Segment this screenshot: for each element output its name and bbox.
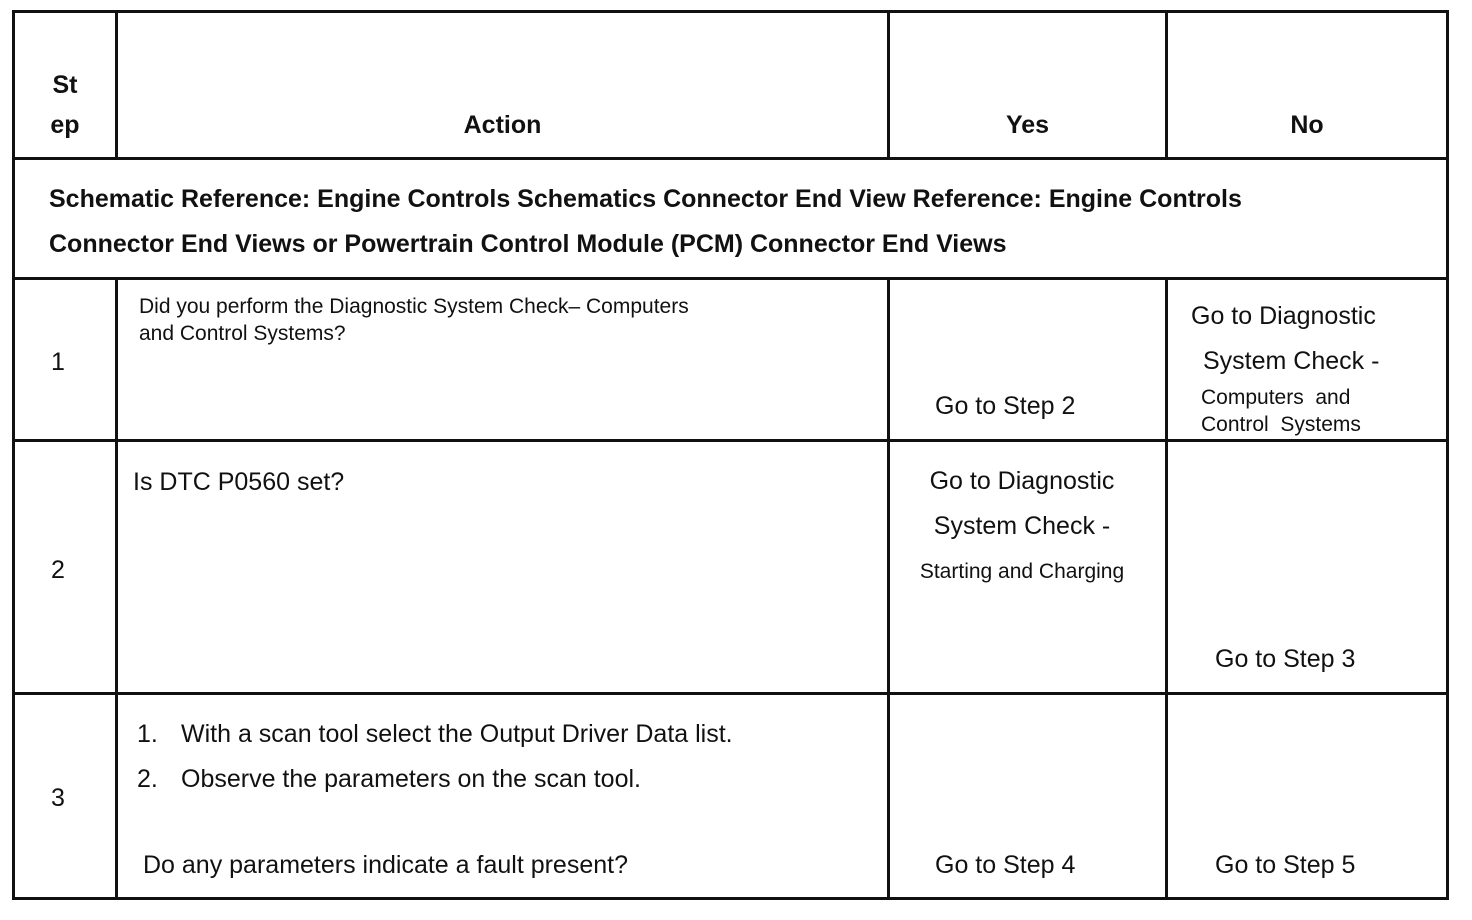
step-number-3: 3 xyxy=(51,784,65,812)
step-number-1: 1 xyxy=(51,348,65,376)
action-3-steps xyxy=(137,712,877,802)
yes-2-line-2: System Check - xyxy=(933,512,1111,540)
action-1-line-2: and Control Systems? xyxy=(139,322,346,345)
yes-1: Go to Step 2 xyxy=(935,392,1076,420)
action-1-line-1: Did you perform the Diagnostic System Check– Computers xyxy=(139,295,689,318)
header-step-line-1: St xyxy=(52,71,78,99)
header-step xyxy=(15,65,115,145)
schematic-reference xyxy=(49,177,1439,267)
action-3 xyxy=(137,712,877,802)
column-divider xyxy=(1165,13,1168,897)
action-3-step-1-number: 1. xyxy=(137,720,158,748)
header-no: No xyxy=(1290,111,1324,139)
row-divider xyxy=(15,277,1446,280)
action-3-step-2 xyxy=(137,757,877,802)
diagnostic-table xyxy=(12,10,1449,900)
no-3: Go to Step 5 xyxy=(1215,851,1356,879)
action-3-step-2-number: 2. xyxy=(137,765,158,793)
no-1 xyxy=(1168,294,1446,438)
no-1-line-2: System Check - xyxy=(1203,347,1380,375)
step-number-2: 2 xyxy=(51,556,65,584)
yes-2-line-1: Go to Diagnostic xyxy=(929,467,1115,495)
yes-2 xyxy=(890,459,1154,594)
yes-3: Go to Step 4 xyxy=(935,851,1076,879)
action-3-step-2-text: Observe the parameters on the scan tool. xyxy=(181,765,641,793)
yes-2-small: Starting and Charging xyxy=(919,560,1125,583)
action-3-step-1-text: With a scan tool select the Output Driver Data list. xyxy=(181,720,733,748)
action-3-question: Do any parameters indicate a fault present? xyxy=(143,851,628,879)
column-divider xyxy=(887,13,890,897)
action-2: Is DTC P0560 set? xyxy=(133,468,345,496)
header-step-line-2: ep xyxy=(50,111,80,139)
action-1 xyxy=(139,293,879,347)
no-1-line-1: Go to Diagnostic xyxy=(1191,302,1376,330)
reference-line-1: Schematic Reference: Engine Controls Schematics Connector End View Reference: Engine Controls xyxy=(49,185,1242,213)
header-action: Action xyxy=(463,111,542,139)
no-2: Go to Step 3 xyxy=(1215,645,1356,673)
reference-line-2: Connector End Views or Powertrain Control Module (PCM) Connector End Views xyxy=(49,230,1007,258)
row-divider xyxy=(15,692,1446,695)
row-divider xyxy=(15,439,1446,442)
no-1-small-1: Computers and xyxy=(1201,386,1351,409)
no-1-small-2: Control Systems xyxy=(1201,413,1361,436)
header-yes: Yes xyxy=(1005,111,1050,139)
action-3-step-1 xyxy=(137,712,877,757)
column-divider xyxy=(115,13,118,897)
